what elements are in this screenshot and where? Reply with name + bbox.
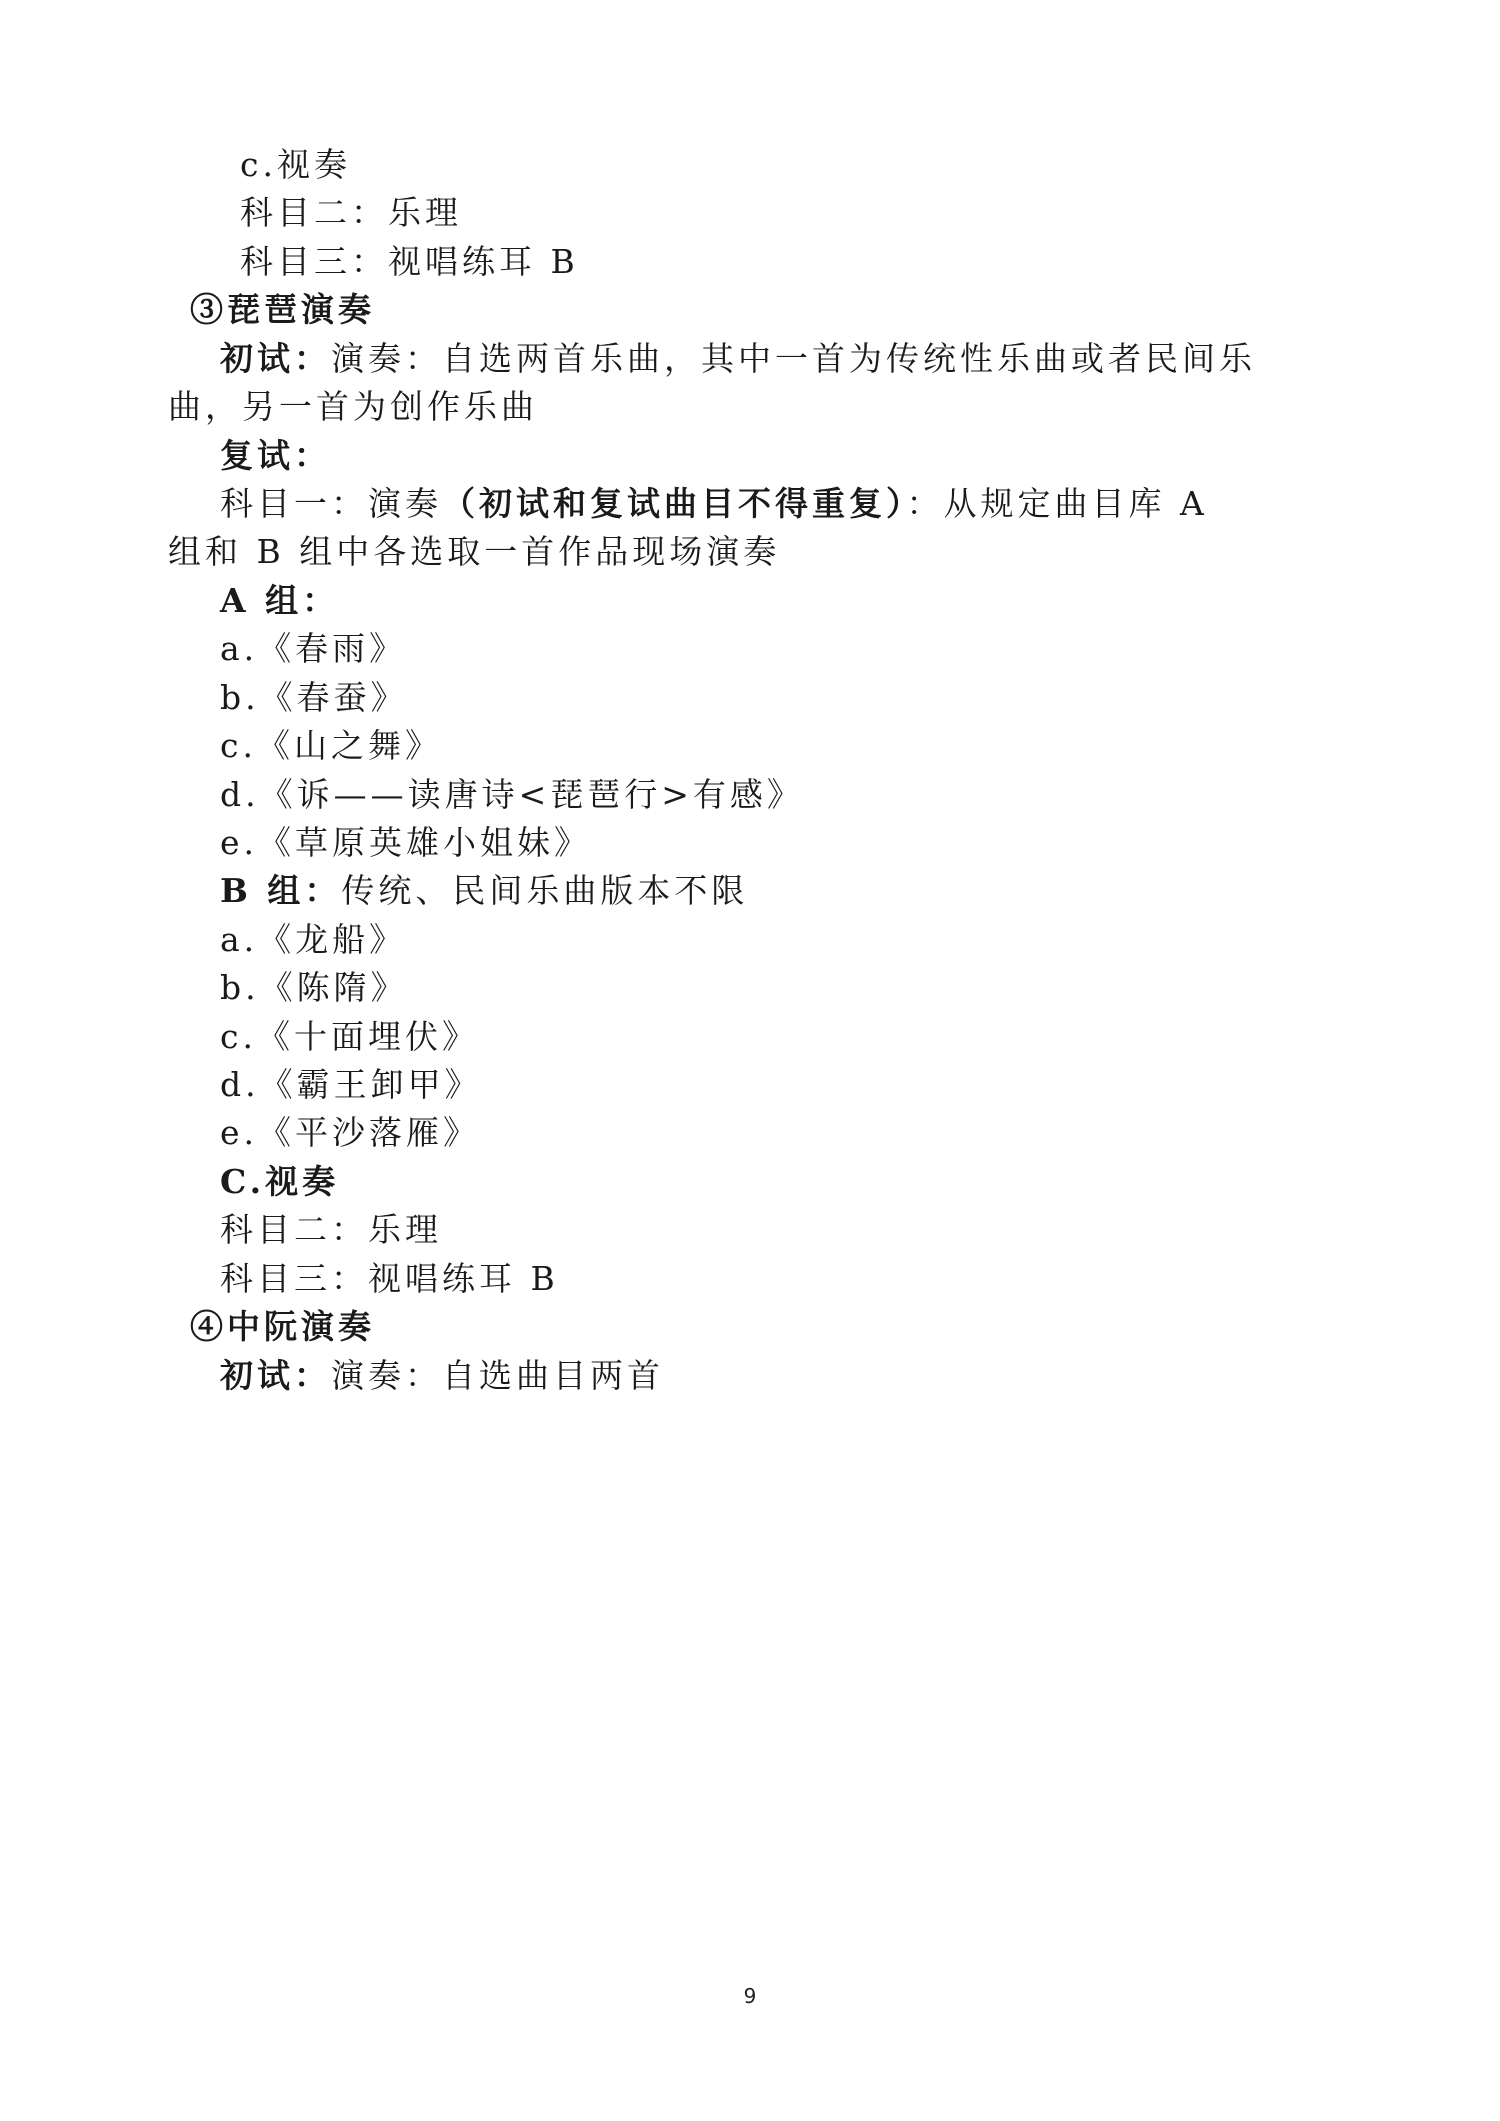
- group-a-item: b.《春蚕》: [220, 678, 408, 717]
- pipa-sight-reading: C.视奏: [220, 1162, 340, 1201]
- pipa-subject-three: 科目三：视唱练耳 B: [220, 1259, 559, 1298]
- zhongruan-prelim-text: 演奏：自选曲目两首: [331, 1356, 664, 1395]
- zhongruan-heading: ④中阮演奏: [190, 1307, 375, 1346]
- pipa-subject-one-prefix: 科目一：演奏: [220, 484, 442, 523]
- pipa-retest-label: 复试：: [220, 436, 331, 475]
- pipa-prelim-label: 初试：: [220, 339, 331, 378]
- pipa-prelim-continuation: 曲，另一首为创作乐曲: [168, 387, 538, 426]
- prev-subject-two: 科目二：乐理: [240, 193, 462, 232]
- group-a-item: d.《诉——读唐诗<琵琶行>有感》: [220, 775, 804, 814]
- group-b-item: d.《霸王卸甲》: [220, 1065, 482, 1104]
- pipa-prelim-text: 演奏：自选两首乐曲，其中一首为传统性乐曲或者民间乐: [331, 339, 1256, 378]
- group-b-note: 传统、民间乐曲版本不限: [341, 871, 749, 910]
- pipa-subject-one-line: [220, 482, 1208, 526]
- group-b-item: a.《龙船》: [220, 920, 407, 959]
- pipa-subject-one-continuation: 组和 B 组中各选取一首作品现场演奏: [168, 532, 781, 571]
- pipa-prelim-line: [220, 337, 1256, 381]
- zhongruan-prelim-label: 初试：: [220, 1356, 331, 1395]
- group-b-item: b.《陈隋》: [220, 968, 408, 1007]
- group-b-item: e.《平沙落雁》: [220, 1113, 481, 1152]
- pipa-heading: ③琵琶演奏: [190, 290, 375, 329]
- page-number: 9: [743, 1984, 757, 2008]
- group-a-item: c.《山之舞》: [220, 726, 442, 765]
- group-a-item: a.《春雨》: [220, 629, 407, 668]
- prev-subject-three: 科目三：视唱练耳 B: [240, 242, 579, 281]
- prev-sight-reading: c.视奏: [240, 145, 351, 184]
- group-a-item: e.《草原英雄小姐妹》: [220, 823, 592, 862]
- group-a-label: A 组：: [220, 581, 340, 620]
- group-b-item: c.《十面埋伏》: [220, 1017, 479, 1056]
- group-b-label: B 组：: [220, 871, 342, 910]
- pipa-subject-two: 科目二：乐理: [220, 1210, 442, 1249]
- pipa-subject-one-suffix: ：从规定曲目库 A: [906, 484, 1208, 523]
- pipa-subject-one-note: （初试和复试曲目不得重复）: [442, 484, 907, 523]
- group-b-line: [220, 869, 748, 913]
- zhongruan-prelim-line: [220, 1354, 664, 1398]
